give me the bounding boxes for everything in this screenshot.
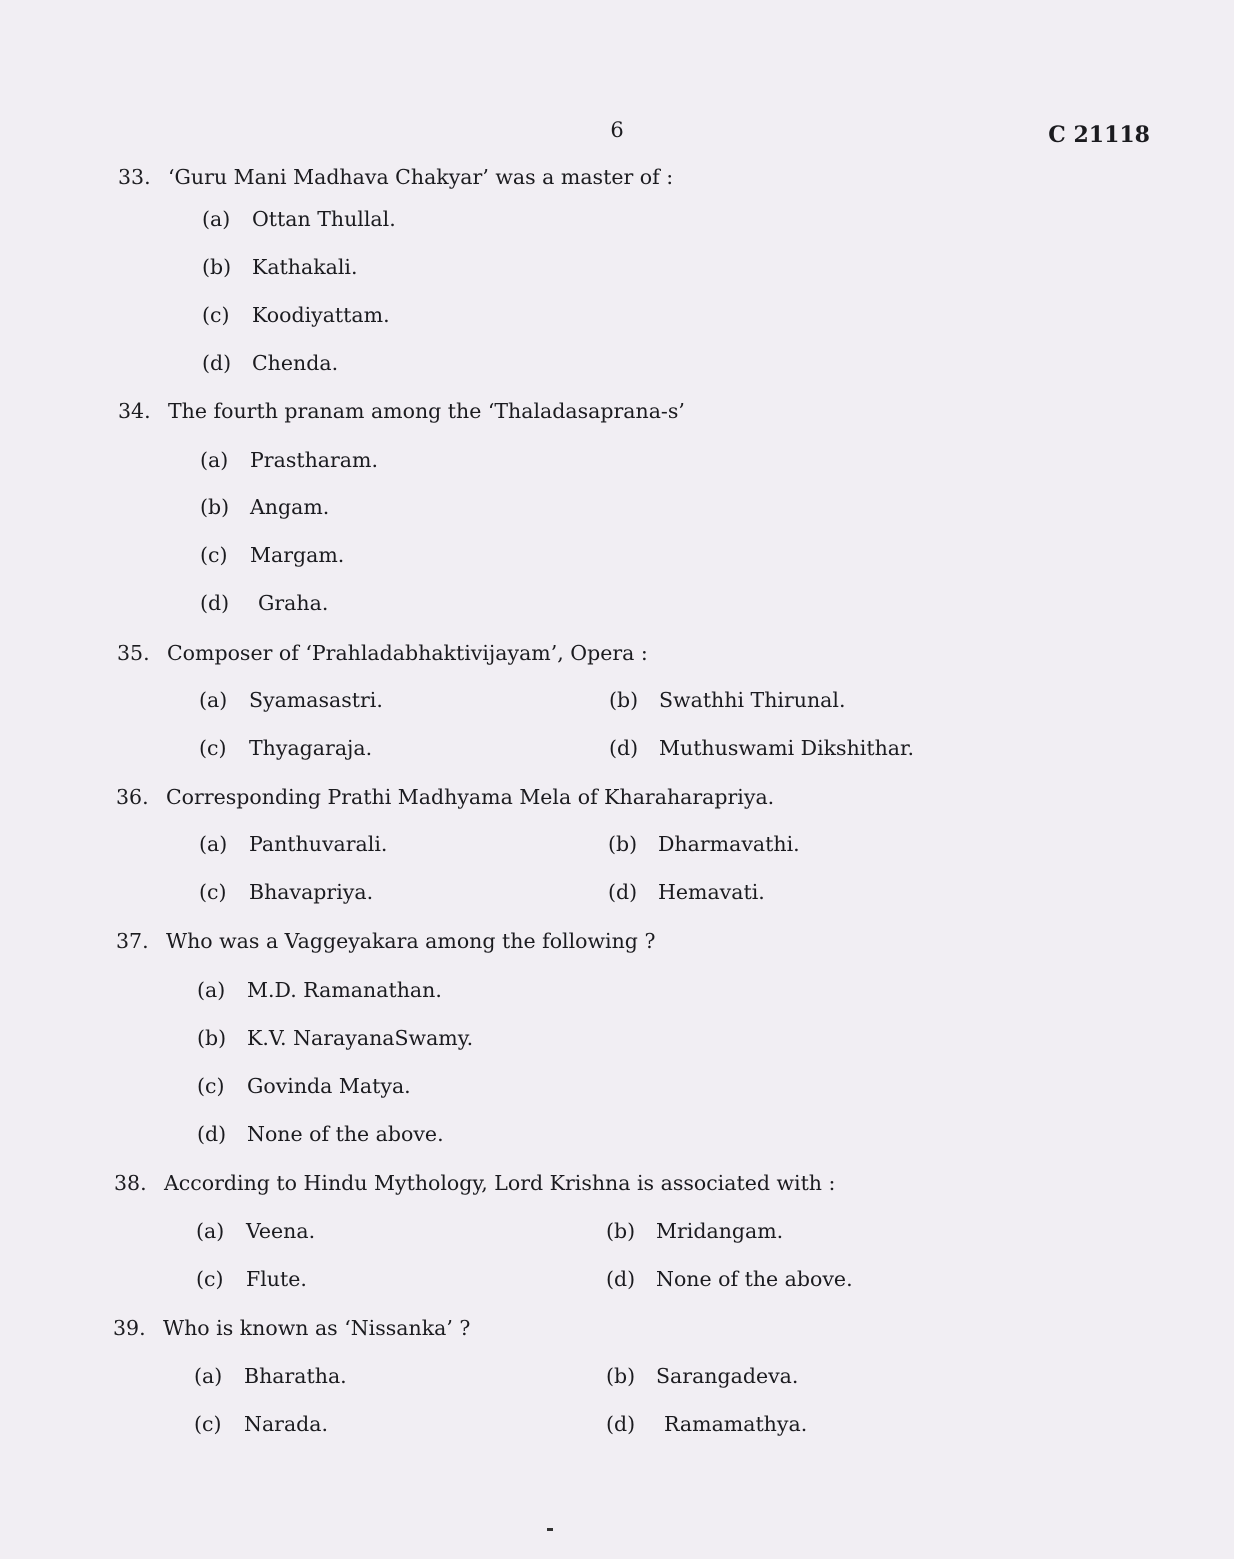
option-c [194, 1412, 328, 1436]
option-letter: (d) [608, 880, 638, 904]
option-text: Prastharam. [250, 448, 378, 472]
option-letter: (d) [200, 591, 230, 615]
question-text: Who is known as ‘Nissanka’ ? [163, 1316, 471, 1340]
question-text: ‘Guru Mani Madhava Chakyar’ was a master of : [168, 165, 674, 189]
question-text: Who was a Vaggeyakara among the following ? [166, 929, 656, 953]
question-number: 36. [116, 785, 149, 809]
option-letter: (b) [608, 832, 638, 856]
option-letter: (d) [202, 351, 232, 375]
option-d [609, 736, 914, 760]
option-b [606, 1364, 798, 1388]
option-letter: (c) [199, 880, 227, 904]
option-a [200, 448, 378, 472]
option-c [199, 880, 373, 904]
option-text: Koodiyattam. [252, 303, 390, 327]
option-b [202, 255, 357, 279]
option-letter: (b) [609, 688, 639, 712]
option-text: Kathakali. [252, 255, 358, 279]
option-letter: (b) [197, 1026, 227, 1050]
option-c [200, 543, 344, 567]
option-text: K.V. NarayanaSwamy. [247, 1026, 474, 1050]
option-a [194, 1364, 347, 1388]
option-a [199, 832, 387, 856]
option-text: Chenda. [252, 351, 339, 375]
option-letter: (b) [202, 255, 232, 279]
option-text: Hemavati. [658, 880, 765, 904]
option-text: Ottan Thullal. [252, 207, 396, 231]
option-letter: (a) [199, 688, 228, 712]
question-stem [113, 1316, 470, 1340]
option-d [197, 1122, 444, 1146]
option-text: Ramamathya. [664, 1412, 808, 1436]
option-letter: (d) [606, 1267, 636, 1291]
option-text: Dharmavathi. [658, 832, 800, 856]
question-number: 39. [113, 1316, 146, 1340]
option-letter: (b) [200, 495, 230, 519]
option-text: Syamasastri. [249, 688, 383, 712]
option-letter: (b) [606, 1364, 636, 1388]
option-text: Sarangadeva. [656, 1364, 799, 1388]
option-text: Mridangam. [656, 1219, 784, 1243]
option-text: Swathhi Thirunal. [659, 688, 846, 712]
question-stem [116, 929, 655, 953]
option-letter: (c) [202, 303, 230, 327]
option-letter: (a) [199, 832, 228, 856]
option-letter: (a) [197, 978, 226, 1002]
option-letter: (c) [197, 1074, 225, 1098]
option-b [606, 1219, 783, 1243]
paper-code: C 21118 [1048, 122, 1150, 148]
option-text: Graha. [258, 591, 329, 615]
option-d [200, 591, 328, 615]
option-c [197, 1074, 411, 1098]
question-stem [117, 641, 648, 665]
option-text: Bharatha. [244, 1364, 347, 1388]
option-a [202, 207, 396, 231]
option-letter: (c) [199, 736, 227, 760]
option-b [200, 495, 329, 519]
option-letter: (a) [200, 448, 229, 472]
option-c [199, 736, 372, 760]
question-stem [114, 1171, 835, 1195]
question-number: 34. [118, 399, 151, 423]
option-c [196, 1267, 307, 1291]
option-letter: (a) [202, 207, 231, 231]
page-number: 6 [610, 118, 624, 142]
option-letter: (a) [196, 1219, 225, 1243]
option-text: Muthuswami Dikshithar. [659, 736, 915, 760]
option-letter: (b) [606, 1219, 636, 1243]
option-b [609, 688, 845, 712]
option-letter: (a) [194, 1364, 223, 1388]
option-d [606, 1412, 807, 1436]
option-text: None of the above. [656, 1267, 853, 1291]
question-number: 37. [116, 929, 149, 953]
question-text: Corresponding Prathi Madhyama Mela of Kharaharapriya. [166, 785, 775, 809]
option-c [202, 303, 390, 327]
option-b [608, 832, 800, 856]
question-stem [118, 399, 685, 423]
option-letter: (c) [200, 543, 228, 567]
option-text: Narada. [244, 1412, 329, 1436]
question-stem [118, 165, 673, 189]
question-number: 35. [117, 641, 150, 665]
option-text: Veena. [246, 1219, 316, 1243]
print-mark [547, 1528, 553, 1531]
option-text: Panthuvarali. [249, 832, 388, 856]
option-a [199, 688, 383, 712]
question-stem [116, 785, 774, 809]
option-text: M.D. Ramanathan. [247, 978, 442, 1002]
option-b [197, 1026, 473, 1050]
option-letter: (c) [196, 1267, 224, 1291]
option-d [202, 351, 338, 375]
question-number: 33. [118, 165, 151, 189]
option-letter: (d) [197, 1122, 227, 1146]
option-a [197, 978, 442, 1002]
question-text: According to Hindu Mythology, Lord Krishna is associated with : [164, 1171, 836, 1195]
option-text: Margam. [250, 543, 345, 567]
option-text: None of the above. [247, 1122, 444, 1146]
option-text: Thyagaraja. [249, 736, 373, 760]
question-text: The fourth pranam among the ‘Thaladasaprana-s’ [168, 399, 685, 423]
option-d [606, 1267, 853, 1291]
option-text: Bhavapriya. [249, 880, 374, 904]
question-text: Composer of ‘Prahladabhaktivijayam’, Opera : [167, 641, 648, 665]
option-text: Angam. [250, 495, 330, 519]
option-letter: (d) [606, 1412, 636, 1436]
option-a [196, 1219, 315, 1243]
option-text: Flute. [246, 1267, 307, 1291]
option-d [608, 880, 765, 904]
option-letter: (d) [609, 736, 639, 760]
option-text: Govinda Matya. [247, 1074, 411, 1098]
question-number: 38. [114, 1171, 147, 1195]
option-letter: (c) [194, 1412, 222, 1436]
